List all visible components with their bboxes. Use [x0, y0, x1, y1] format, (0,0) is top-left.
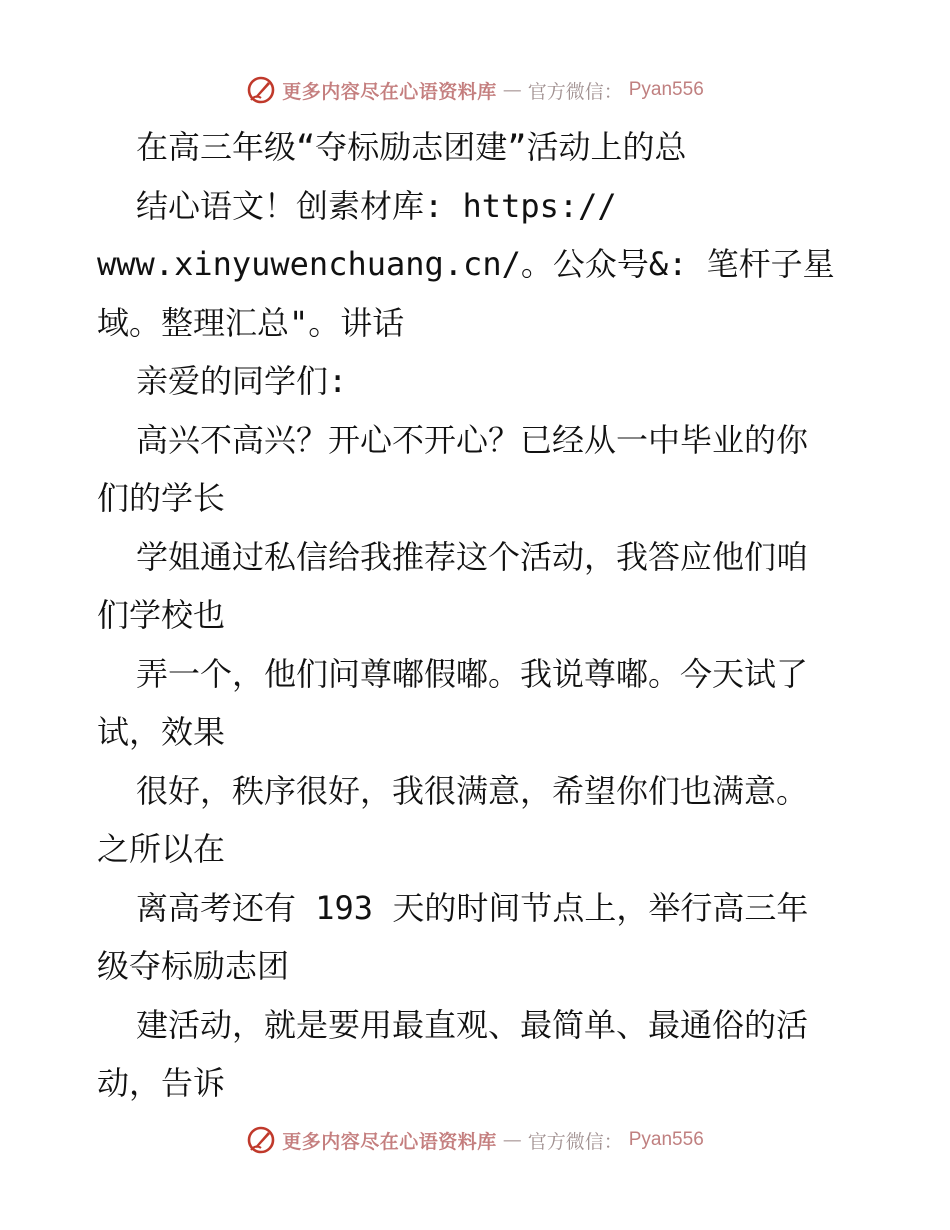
text-line: 动，告诉	[97, 1064, 226, 1102]
text-line: 们学校也	[97, 596, 226, 634]
text-line: 高兴不高兴？开心不开心？已经从一中毕业的你	[136, 420, 809, 459]
text-line: 离高考还有 193 天的时间节点上，举行高三年	[136, 888, 809, 927]
text-line: 之所以在	[97, 830, 226, 868]
banner-wechat-label: 官方微信：	[527, 80, 623, 103]
banner-wechat-label: 官方微信：	[527, 1130, 623, 1153]
text-line: 结心语文！创素材库: https://	[136, 186, 617, 225]
footer-banner-content	[246, 1125, 704, 1155]
footer-banner	[0, 1120, 950, 1160]
banner-wechat-account: Pyan556	[628, 79, 704, 100]
text-line: 级夺标励志团	[97, 947, 290, 985]
text-line: www.xinyuwenchuang.cn/。公众号&: 笔杆子星	[97, 245, 835, 283]
text-line: 很好，秩序很好，我很满意，希望你们也满意。	[136, 771, 809, 810]
banner-dash: —	[502, 1129, 522, 1151]
banner-dash: —	[502, 79, 522, 101]
text-line: 域。整理汇总"。讲话	[97, 303, 405, 342]
header-banner-content	[246, 75, 704, 105]
text-line: 们的学长	[97, 479, 226, 517]
text-line: 在高三年级“夺标励志团建”活动上的总	[136, 128, 687, 166]
banner-wechat-account: Pyan556	[628, 1129, 704, 1150]
text-line: 弄一个，他们问尊嘟假嘟。我说尊嘟。今天试了	[136, 654, 809, 693]
text-line: 学姐通过私信给我推荐这个活动，我答应他们咱	[136, 537, 809, 576]
quill-pen-logo-icon	[246, 75, 276, 105]
text-line: 亲爱的同学们:	[136, 362, 348, 400]
banner-site-text: 更多内容尽在心语资料库	[282, 1130, 497, 1153]
text-line: 试，效果	[97, 713, 226, 751]
document-body	[97, 118, 877, 1113]
header-banner	[0, 70, 950, 110]
banner-site-text: 更多内容尽在心语资料库	[282, 80, 497, 103]
text-line: 建活动，就是要用最直观、最简单、最通俗的活	[136, 1005, 809, 1044]
quill-pen-logo-icon	[246, 1125, 276, 1155]
